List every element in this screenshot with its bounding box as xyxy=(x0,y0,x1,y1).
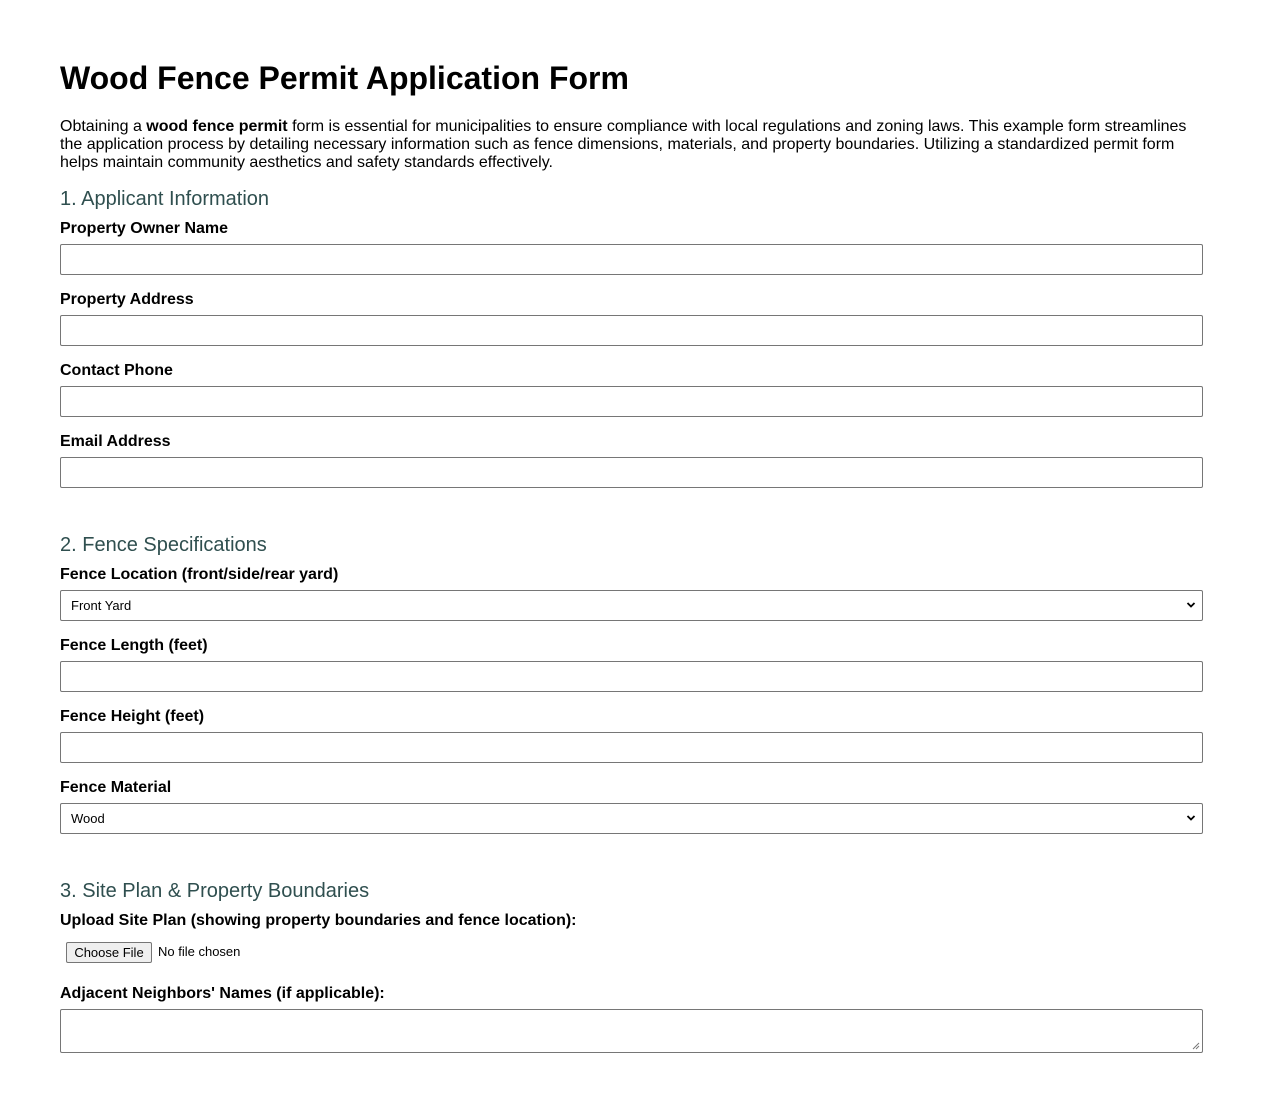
fence-material-label: Fence Material xyxy=(60,779,172,796)
page-title: Wood Fence Permit Application Form xyxy=(60,60,629,96)
property-owner-name-label: Property Owner Name xyxy=(60,220,229,237)
property-owner-name-input[interactable] xyxy=(60,244,1203,275)
fence-height-label: Fence Height (feet) xyxy=(60,708,205,725)
section-title-applicant-information: 1. Applicant Information xyxy=(60,188,270,210)
intro-prefix: Obtaining a xyxy=(60,118,147,135)
contact-phone-label: Contact Phone xyxy=(60,362,173,379)
fence-location-select[interactable] xyxy=(60,590,1203,621)
intro-suffix: form is essential for municipalities to ensure compliance with local regulations and zoning laws. This example form streamlines the application process by detailing necessary information such as fence dimensions, materials, and property boundaries. Utilizing a standardized permit form helps maintain community aesthetics and safety standards effectively. xyxy=(60,118,1187,171)
fence-material-selected-value: Wood xyxy=(71,811,105,826)
fence-location-selected-value: Front Yard xyxy=(71,598,132,613)
upload-site-plan-label: Upload Site Plan (showing property boundaries and fence location): xyxy=(60,912,577,929)
contact-phone-input[interactable] xyxy=(60,386,1203,417)
intro-paragraph xyxy=(60,118,1203,172)
property-address-input[interactable] xyxy=(60,315,1203,346)
adjacent-neighbors-label: Adjacent Neighbors' Names (if applicable): xyxy=(60,985,385,1002)
intro-bold: wood fence permit xyxy=(146,118,288,135)
fence-length-input[interactable] xyxy=(60,661,1203,692)
fence-location-label: Fence Location (front/side/rear yard) xyxy=(60,566,339,583)
section-title-site-plan: 3. Site Plan & Property Boundaries xyxy=(60,880,370,902)
chevron-down-icon xyxy=(1186,813,1196,823)
fence-material-select[interactable] xyxy=(60,803,1203,834)
fence-height-input[interactable] xyxy=(60,732,1203,763)
property-address-label: Property Address xyxy=(60,291,194,308)
section-title-fence-specifications: 2. Fence Specifications xyxy=(60,534,267,556)
email-address-input[interactable] xyxy=(60,457,1203,488)
file-status-text: No file chosen xyxy=(158,944,241,959)
resize-grip-icon[interactable] xyxy=(1192,1042,1200,1050)
fence-length-label: Fence Length (feet) xyxy=(60,637,208,654)
choose-file-button[interactable]: Choose File xyxy=(66,942,152,963)
email-address-label: Email Address xyxy=(60,433,171,450)
chevron-down-icon xyxy=(1186,600,1196,610)
adjacent-neighbors-textarea[interactable] xyxy=(60,1009,1203,1053)
